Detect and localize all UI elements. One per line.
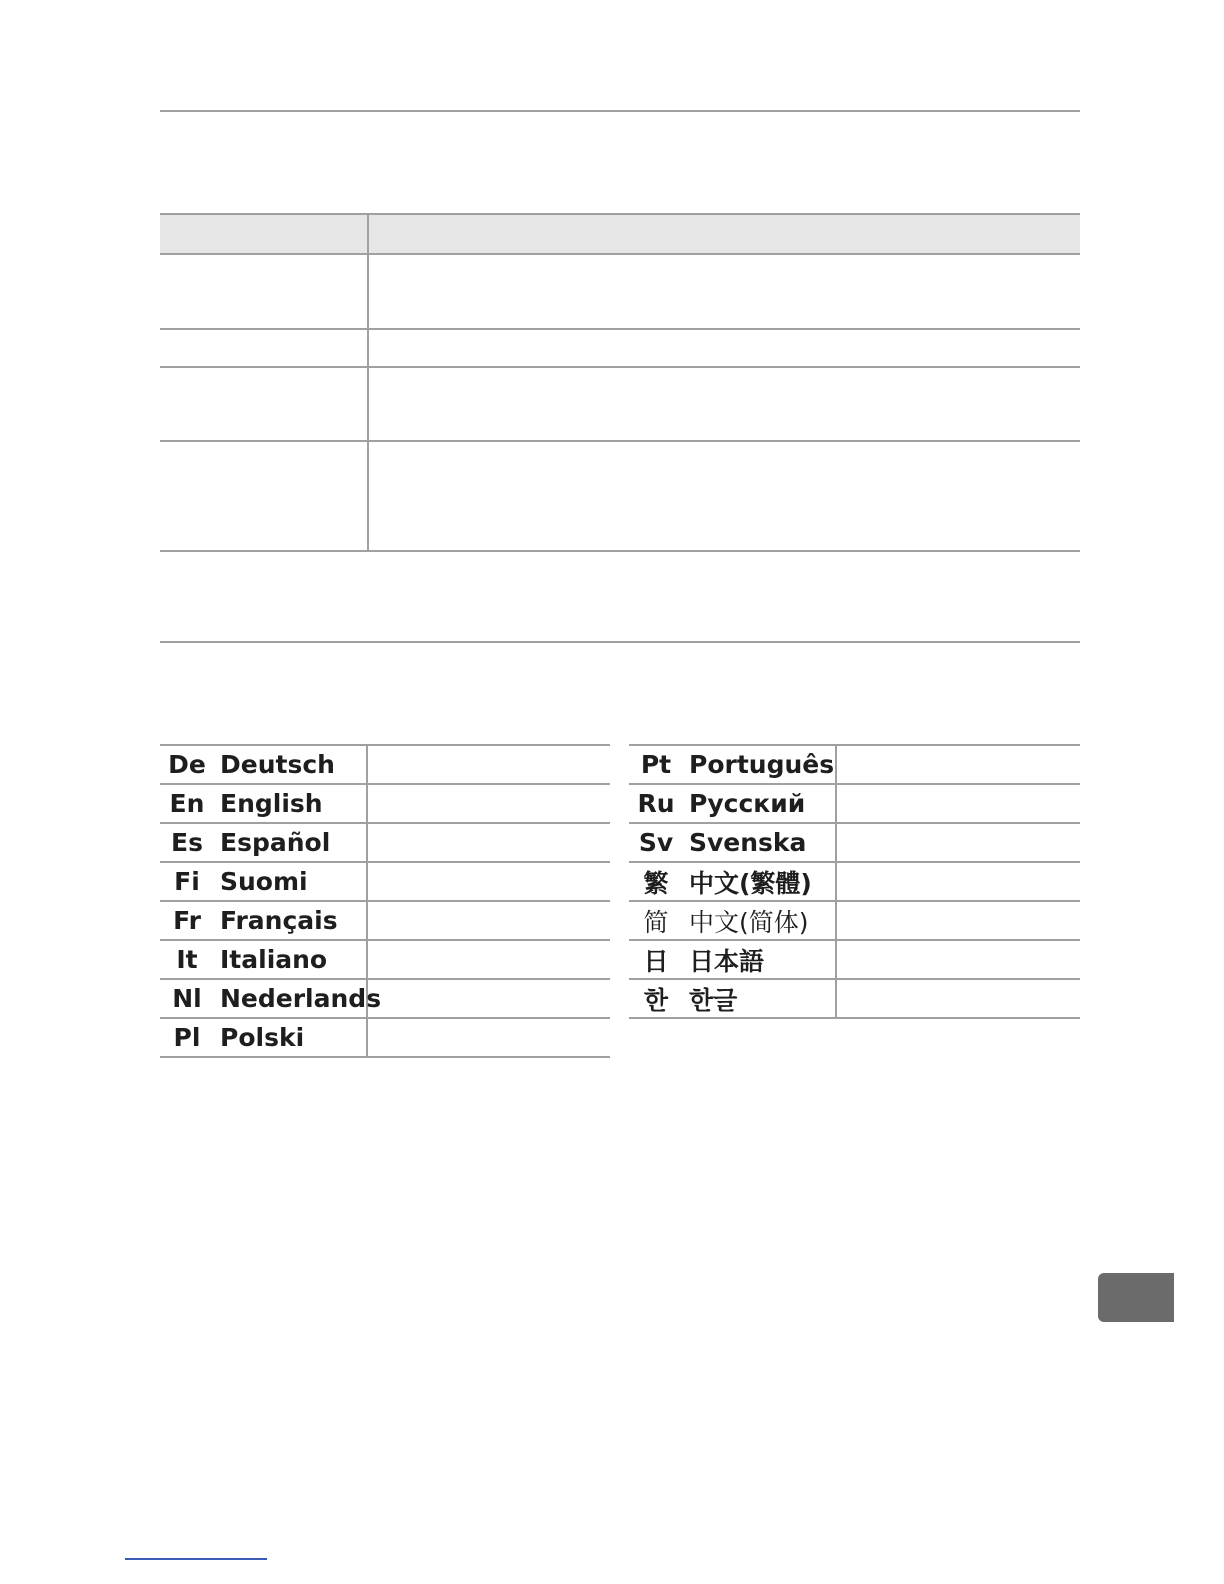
section-thumb-tab — [1098, 1273, 1174, 1322]
language-name: English — [214, 784, 367, 823]
language-name: 中文(简体) — [683, 901, 836, 940]
language-page-cell — [367, 862, 610, 901]
language-row — [629, 901, 1080, 940]
language-name: Français — [214, 901, 367, 940]
language-page-cell — [367, 901, 610, 940]
language-page-cell — [836, 862, 1080, 901]
table-cell — [368, 254, 1080, 329]
table-cell — [368, 329, 1080, 367]
language-row — [160, 979, 610, 1018]
language-code: En — [160, 784, 214, 823]
language-row — [160, 1018, 610, 1057]
language-row — [629, 784, 1080, 823]
language-code: Pl — [160, 1018, 214, 1057]
language-name: Español — [214, 823, 367, 862]
language-code: Sv — [629, 823, 683, 862]
language-row — [629, 823, 1080, 862]
table-cell — [368, 367, 1080, 441]
table-row — [160, 367, 1080, 441]
language-name: Italiano — [214, 940, 367, 979]
language-name: Suomi — [214, 862, 367, 901]
language-code: 简 — [629, 901, 683, 940]
language-page-cell — [367, 1018, 610, 1057]
language-code: Es — [160, 823, 214, 862]
table-cell — [160, 254, 368, 329]
language-table-right — [629, 744, 1080, 1019]
language-code: Nl — [160, 979, 214, 1018]
table-cell — [160, 329, 368, 367]
language-row — [160, 901, 610, 940]
language-page-cell — [836, 784, 1080, 823]
language-code: Pt — [629, 745, 683, 784]
language-page-cell — [367, 940, 610, 979]
section-divider — [160, 641, 1080, 643]
language-row — [629, 979, 1080, 1018]
language-row — [629, 940, 1080, 979]
options-table-header — [160, 214, 1080, 254]
language-row — [160, 745, 610, 784]
language-row — [160, 823, 610, 862]
table-row — [160, 329, 1080, 367]
language-name: Polski — [214, 1018, 367, 1057]
language-name: Nederlands — [214, 979, 367, 1018]
language-row — [160, 940, 610, 979]
header-cell-option — [160, 214, 368, 254]
language-table-left — [160, 744, 610, 1058]
language-page-cell — [836, 901, 1080, 940]
language-code: 한 — [629, 979, 683, 1018]
language-code: Fi — [160, 862, 214, 901]
language-page-cell — [367, 745, 610, 784]
table-row — [160, 441, 1080, 551]
language-page-cell — [367, 823, 610, 862]
language-name: Deutsch — [214, 745, 367, 784]
language-code: Ru — [629, 784, 683, 823]
language-row — [160, 862, 610, 901]
table-cell — [160, 441, 368, 551]
table-cell — [160, 367, 368, 441]
language-name: Português — [683, 745, 836, 784]
language-page-cell — [367, 979, 610, 1018]
language-row — [629, 862, 1080, 901]
language-code: It — [160, 940, 214, 979]
language-name: 中文(繁體) — [683, 862, 836, 901]
footnote-link-underline — [125, 1558, 267, 1560]
top-divider — [160, 110, 1080, 112]
table-cell — [368, 441, 1080, 551]
language-page-cell — [836, 745, 1080, 784]
language-page-cell — [836, 940, 1080, 979]
table-row — [160, 254, 1080, 329]
language-page-cell — [836, 823, 1080, 862]
language-code: 日 — [629, 940, 683, 979]
language-code: 繁 — [629, 862, 683, 901]
language-code: De — [160, 745, 214, 784]
language-name: 日本語 — [683, 940, 836, 979]
language-name: 한글 — [683, 979, 836, 1018]
language-row — [160, 784, 610, 823]
language-row — [629, 745, 1080, 784]
language-page-cell — [367, 784, 610, 823]
language-name: Svenska — [683, 823, 836, 862]
options-table — [160, 213, 1080, 552]
language-page-cell — [836, 979, 1080, 1018]
language-code: Fr — [160, 901, 214, 940]
header-cell-description — [368, 214, 1080, 254]
language-name: Русский — [683, 784, 836, 823]
